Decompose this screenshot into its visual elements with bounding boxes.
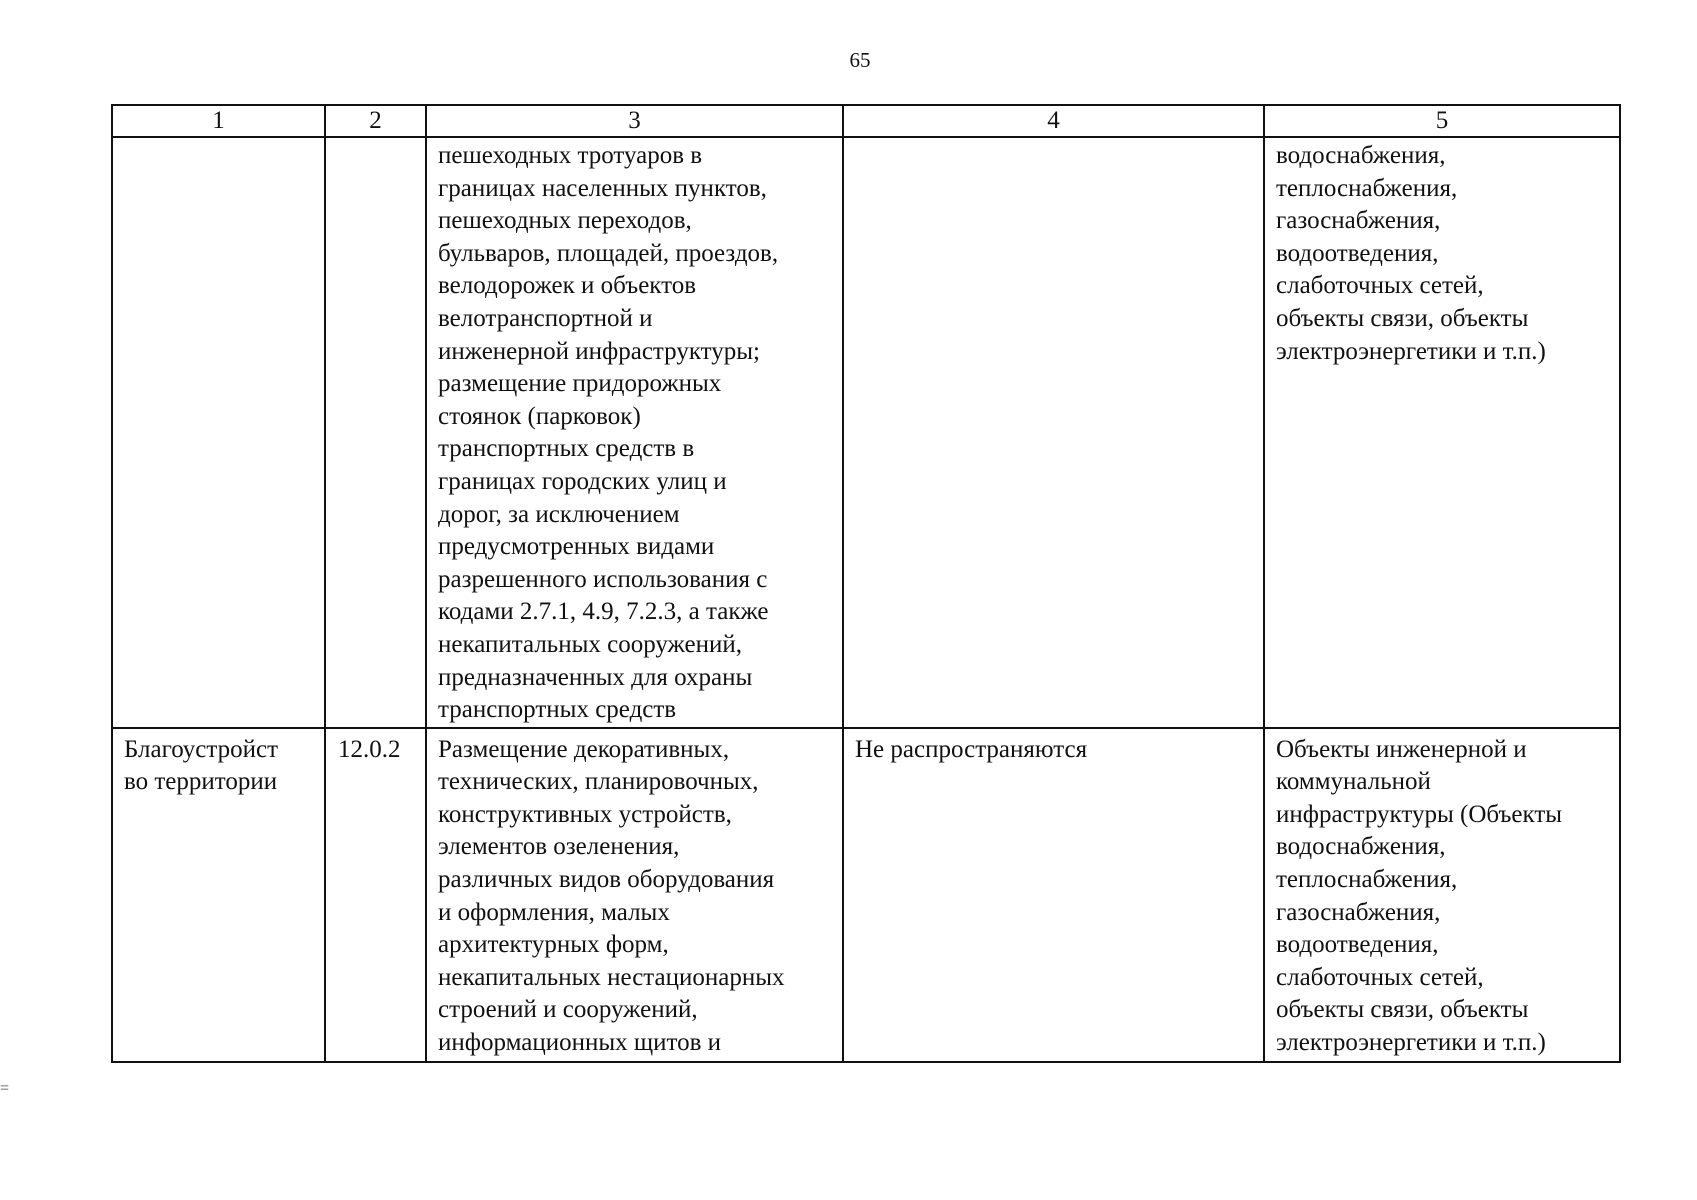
cell-allowed-objects: Объекты инженерной и коммунальной инфраструктуры (Объекты водоснабжения, теплоснабжения, газоснабжения, водоотведения, слаботочных сетей, объекты связи, объекты электроэнергетики и т.п.) <box>1264 728 1620 1062</box>
margin-mark: = <box>0 1080 10 1097</box>
cell-land-use-code <box>325 137 426 728</box>
cell-description: Размещение декоративных, технических, планировочных, конструктивных устройств, элементов озеленения, различных видов оборудования и оформления, малых архитектурных форм, некапитальных нестационарных строений и сооружений, информационных щитов и <box>426 728 843 1062</box>
cell-land-use-code: 12.0.2 <box>325 728 426 1062</box>
column-header-3: 3 <box>426 105 843 137</box>
cell-land-use-name <box>112 137 325 728</box>
land-use-table <box>111 104 1621 1063</box>
column-header-5: 5 <box>1264 105 1620 137</box>
column-header-2: 2 <box>325 105 426 137</box>
cell-allowed-objects: водоснабжения, теплоснабжения, газоснабжения, водоотведения, слаботочных сетей, объекты связи, объекты электроэнергетики и т.п.) <box>1264 137 1620 728</box>
table-row <box>112 137 1620 728</box>
table-row <box>112 728 1620 1062</box>
cell-restrictions <box>843 137 1264 728</box>
cell-description: пешеходных тротуаров в границах населенных пунктов, пешеходных переходов, бульваров, площадей, проездов, велодорожек и объектов велотранспортной и инженерной инфраструктуры; размещение придорожных стоянок (парковок) транспортных средств в границах городских улиц и дорог, за исключением предусмотренных видами разрешенного использования с кодами 2.7.1, 4.9, 7.2.3, а также некапитальных сооружений, предназначенных для охраны транспортных средств <box>426 137 843 728</box>
column-header-4: 4 <box>843 105 1264 137</box>
page-number: 65 <box>849 48 871 72</box>
cell-land-use-name: Благоустройст во территории <box>112 728 325 1062</box>
cell-restrictions: Не распространяются <box>843 728 1264 1062</box>
column-header-1: 1 <box>112 105 325 137</box>
header-row <box>112 105 1620 137</box>
